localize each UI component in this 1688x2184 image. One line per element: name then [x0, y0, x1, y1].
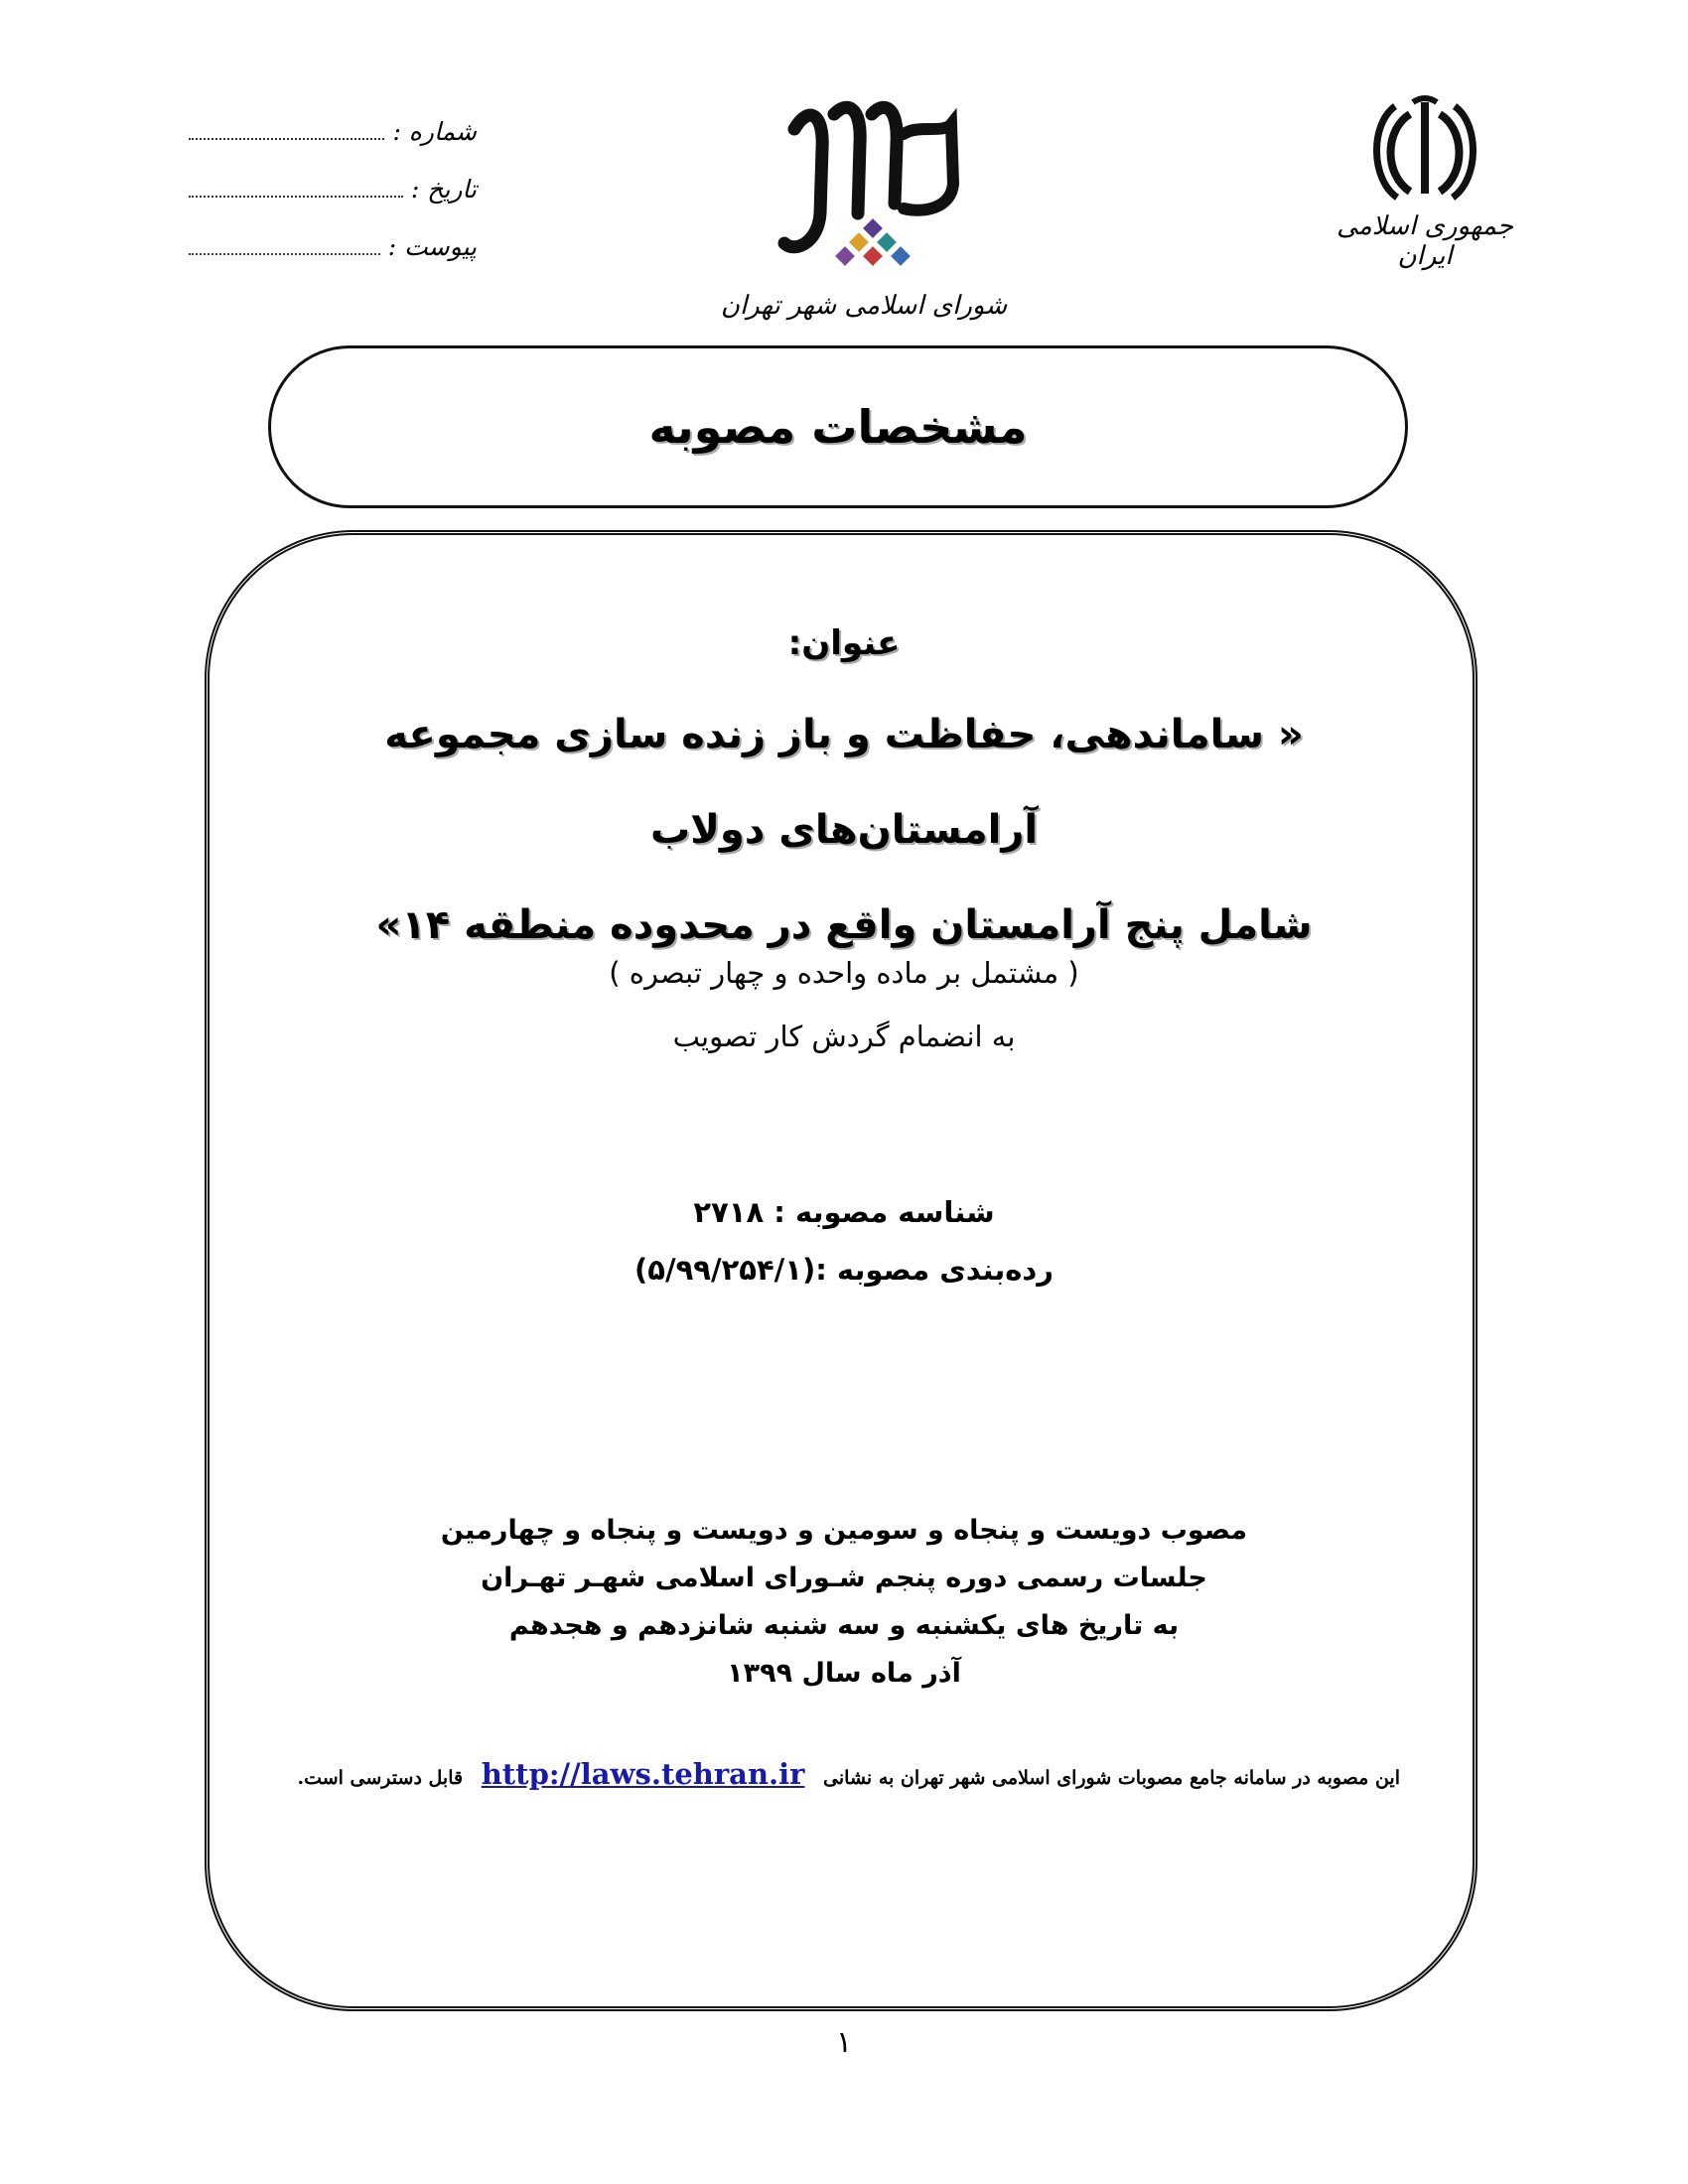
- resolution-meta: [258, 1183, 1430, 1298]
- resolution-classification: رده‌بندی مصوبه :(۵/۹۹/۲۵۴/۱): [634, 1253, 1054, 1287]
- laws-link[interactable]: http://laws.tehran.ir: [481, 1757, 805, 1791]
- council-logo: [715, 94, 1013, 321]
- subject-heading: عنوان:: [787, 623, 901, 663]
- date-blank: [189, 178, 403, 198]
- national-emblem: [1311, 94, 1539, 271]
- page-number: ۱: [835, 2025, 853, 2060]
- date-label: تاریخ :: [410, 175, 477, 204]
- subject-title-line-2: شامل پنج آرامستان واقع در محدوده منطقه ۱۴»: [375, 902, 1313, 948]
- number-field: [189, 117, 477, 175]
- date-field: [189, 175, 477, 232]
- title-banner: [268, 345, 1408, 508]
- document-title: مشخصات مصوبه: [648, 400, 1028, 454]
- subject-title-block: [258, 687, 1430, 973]
- composition-line: ( مشتمل بر ماده واحده و چهار تبصره ): [609, 956, 1079, 990]
- attachment-field: [189, 232, 477, 290]
- form-fields: [189, 117, 477, 290]
- note-after-link: قابل دسترسی است.: [297, 1767, 464, 1789]
- approval-line-4: آذر ماه سال ۱۳۹۹: [727, 1658, 961, 1689]
- attachment-blank: [189, 235, 380, 255]
- council-logo-caption: شورای اسلامی شهر تهران: [720, 291, 1008, 321]
- subject-heading-block: [258, 623, 1430, 663]
- approval-line-3: به تاریخ های یکشنبه و سه شنبه شانزدهم و هجدهم: [508, 1610, 1180, 1641]
- emblem-icon: [1365, 94, 1484, 204]
- approval-line-1: مصوب دویست و پنجاه و سومین و دویست و پنجاه و چهارمین: [440, 1515, 1248, 1546]
- attachment-label: پیوست :: [387, 232, 477, 261]
- attachment-line: به انضمام گردش کار تصویب: [672, 1020, 1016, 1053]
- number-blank: [189, 120, 384, 140]
- approval-block: [258, 1507, 1430, 1698]
- approval-line-2: جلسات رسمی دوره پنجم شـورای اسلامی شهـر تهـران: [481, 1563, 1207, 1593]
- number-label: شماره :: [392, 117, 477, 146]
- resolution-id: شناسه مصوبه : ۲۷۱۸: [693, 1195, 995, 1229]
- subject-details: [258, 941, 1430, 1068]
- emblem-caption: جمهوری اسلامی ایران: [1336, 211, 1513, 271]
- note-before-link: این مصوبه در سامانه جامع مصوبات شورای اسلامی شهر تهران به نشانی: [823, 1767, 1400, 1789]
- availability-note: [298, 1757, 1400, 1791]
- subject-title-line-1: « ساماندهی، حفاظت و باز زنده سازی مجموعه آرامستان‌های دولاب: [384, 712, 1304, 853]
- council-logo-icon: [755, 94, 973, 283]
